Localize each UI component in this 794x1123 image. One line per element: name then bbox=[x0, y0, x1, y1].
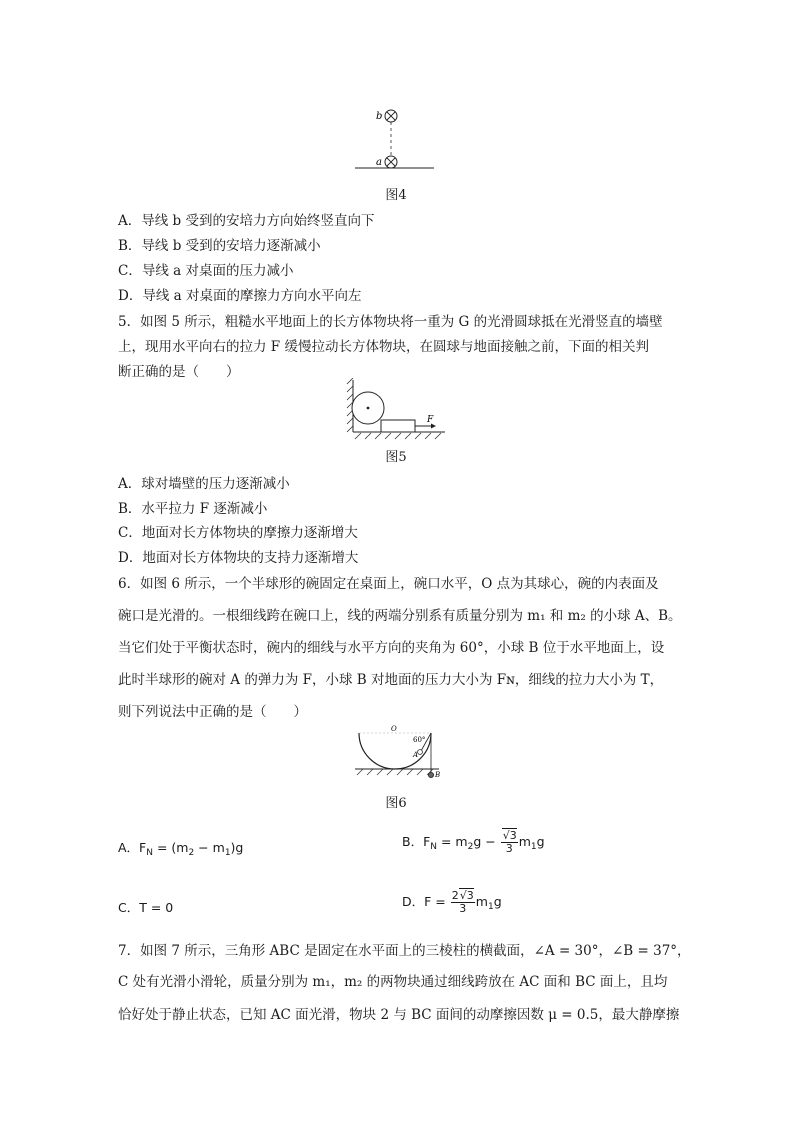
label-O: O bbox=[391, 725, 397, 733]
ball-B bbox=[428, 772, 433, 777]
q7-stem-line-3: 恰好处于静止状态，已知 AC 面光滑，物块 2 与 BC 面间的动摩擦因数 μ = 0.5，最大静摩擦 bbox=[118, 1007, 680, 1023]
q4-option-b: B．导线 b 受到的安培力逐渐减小 bbox=[118, 238, 321, 254]
label-a: a bbox=[376, 157, 382, 168]
q7-stem-line-2: C 处有光滑小滑轮，质量分别为 m₁，m₂ 的两物块通过细线跨放在 AC 面和 BC 面上，且均 bbox=[118, 974, 668, 990]
q4-option-a: A．导线 b 受到的安培力方向始终竖直向下 bbox=[118, 213, 375, 229]
q4-option-c: C．导线 a 对桌面的压力减小 bbox=[118, 263, 294, 279]
label-F: F bbox=[427, 415, 434, 425]
ground-hatch bbox=[355, 433, 441, 439]
q5-stem-line-1: 5．如图 5 所示，粗糙水平地面上的长方体物块将一重为 G 的光滑圆球抵在光滑竖直的墙壁 bbox=[118, 314, 663, 330]
q5-option-a: A．球对墙壁的压力逐渐减小 bbox=[118, 476, 290, 492]
q6-option-a: A．$F_N = (m_2 - m_1)g$ bbox=[118, 840, 244, 858]
q6-option-b: B．$F_N = m_2g$ − $\frac{√3}{3}$ $m_1g$ bbox=[402, 829, 545, 855]
q5-option-c: C．地面对长方体物块的摩擦力逐渐增大 bbox=[118, 525, 358, 541]
q5-stem-line-2: 上，现用水平向右的拉力 F 缓慢拉动长方体物块，在圆球与地面接触之前，下面的相关判 bbox=[118, 339, 649, 355]
q4-option-d: D．导线 a 对桌面的摩擦力方向水平向左 bbox=[118, 288, 362, 304]
q6-stem-line-2: 碗口是光滑的。一根细线跨在碗口上，线的两端分别系有质量分别为 m₁ 和 m₂ 的小球 A、B。 bbox=[118, 608, 682, 624]
label-b: b bbox=[376, 111, 383, 122]
block bbox=[381, 420, 415, 432]
q5-stem-line-3: 断正确的是（ ） bbox=[118, 364, 240, 380]
label-A: A bbox=[413, 751, 419, 759]
q6-stem-line-1: 6．如图 6 所示，一个半球形的碗固定在桌面上，碗口水平，O 点为其球心，碗的内表面及 bbox=[118, 576, 659, 592]
q6-option-d: D．F = $\frac{2√3}{3}$ $m_1g$ bbox=[402, 889, 502, 915]
figure-4-caption: 图4 bbox=[385, 188, 407, 203]
q6-stem-line-5: 则下列说法中正确的是（ ） bbox=[118, 704, 307, 720]
ball-A bbox=[418, 750, 423, 755]
q5-option-d: D．地面对长方体物块的支持力逐渐增大 bbox=[118, 550, 359, 566]
q5-option-b: B．水平拉力 F 逐渐减小 bbox=[118, 501, 268, 517]
figure-4 bbox=[350, 100, 440, 175]
figure-6 bbox=[355, 723, 440, 783]
figure-6-caption: 图6 bbox=[385, 796, 407, 811]
label-B: B bbox=[435, 771, 440, 779]
label-60: 60° bbox=[413, 736, 426, 744]
wire-a-symbol bbox=[385, 156, 397, 168]
q6-option-c: C．T = 0 bbox=[118, 900, 174, 915]
figure-5-caption: 图5 bbox=[385, 450, 407, 465]
q7-stem-line-1: 7．如图 7 所示，三角形 ABC 是固定在水平面上的三棱柱的横截面，∠A = 30°，∠B = 37°， bbox=[118, 943, 691, 959]
q6-stem-line-4: 此时半球形的碗对 A 的弹力为 F，小球 B 对地面的压力大小为 Fɴ，细线的拉力大小为 T， bbox=[118, 672, 664, 688]
wire-b-symbol bbox=[385, 110, 397, 122]
figure-5 bbox=[345, 378, 450, 440]
q6-stem-line-3: 当它们处于平衡状态时，碗内的细线与水平方向的夹角为 60°，小球 B 位于水平地面上，设 bbox=[118, 640, 665, 656]
